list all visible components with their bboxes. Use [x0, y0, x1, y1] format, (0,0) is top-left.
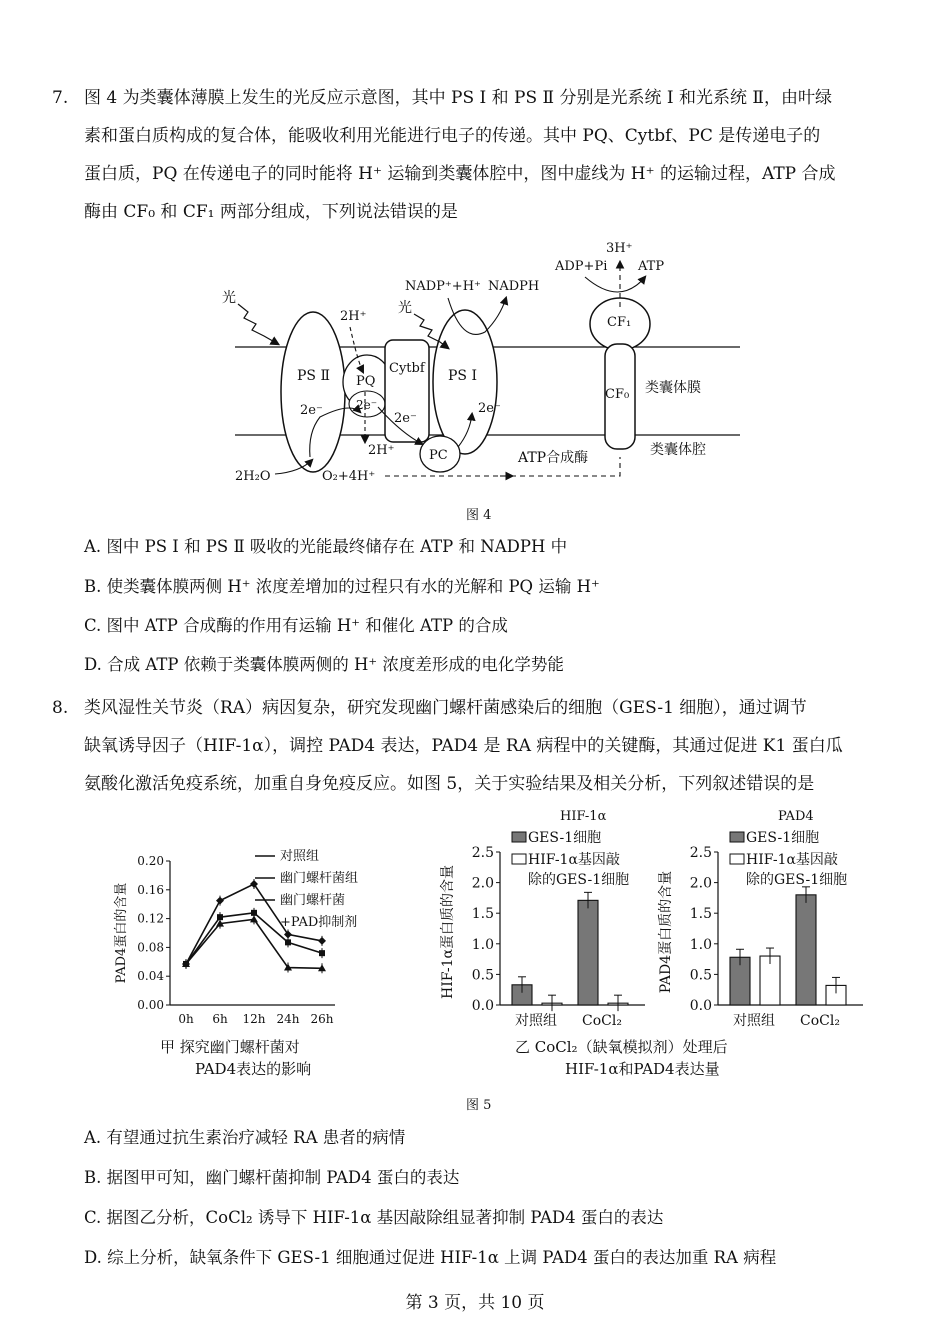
q7-option-a: A. 图中 PS Ⅰ 和 PS Ⅱ 吸收的光能最终储存在 ATP 和 NADPH 中	[84, 537, 568, 556]
line-chart-x-tick-label: 6h	[212, 1012, 228, 1026]
bar-chart-title: HIF-1α	[560, 809, 607, 824]
bar-chart-caption-1: 乙 CoCl₂（缺氧模拟剂）处理后	[515, 1038, 728, 1056]
line-point	[250, 915, 258, 922]
lumen-label: 类囊体腔	[650, 442, 706, 458]
oxygen-label: O₂+4H⁺	[322, 469, 376, 484]
light-label-2: 光	[398, 300, 412, 316]
q8-option-b: B. 据图甲可知，幽门螺杆菌抑制 PAD4 蛋白的表达	[84, 1168, 460, 1187]
atp-label: ATP	[638, 259, 665, 274]
nadp-label: NADP⁺+H⁺	[405, 279, 481, 294]
q8-option-c: C. 据图乙分析，CoCl₂ 诱导下 HIF-1α 基因敲除组显著抑制 PAD4 蛋白的表达	[84, 1208, 664, 1227]
line-chart-x-tick-label: 12h	[242, 1012, 266, 1026]
e-label-3: 2e⁻	[394, 411, 417, 426]
bar-chart-title: PAD4	[778, 809, 814, 824]
bar-legend-item: HIF-1α基因敲	[746, 852, 838, 868]
h-bottom-label: 2H⁺	[368, 443, 395, 458]
q7-number: 7.	[52, 88, 69, 108]
line-chart-y-tick-label: 0.00	[137, 998, 164, 1012]
line-chart-title: 甲 探究幽门螺杆菌对	[160, 1038, 300, 1056]
bar-chart-y-tick-label: 1.0	[471, 936, 494, 953]
figure-5-charts	[95, 802, 885, 1092]
line-legend-item: 对照组	[280, 849, 320, 864]
water-label: 2H₂O	[235, 469, 271, 484]
line-point	[216, 897, 224, 905]
line-chart-y-tick-label: 0.20	[137, 854, 164, 868]
bar-legend-item: GES-1细胞	[746, 830, 820, 846]
cf1-label: CF₁	[607, 315, 632, 330]
cytbf-label: Cytbf	[389, 361, 425, 376]
line-chart-x-tick-label: 26h	[310, 1012, 334, 1026]
nadph-label: NADPH	[488, 279, 540, 294]
line-chart-y-tick-label: 0.16	[137, 882, 164, 897]
line-chart-title-2: PAD4表达的影响	[195, 1060, 312, 1078]
bar-chart-y-label: HIF-1α蛋白质的含量	[440, 865, 456, 999]
ps1-label: PS Ⅰ	[448, 368, 477, 384]
pc-label: PC	[429, 448, 448, 463]
bar-chart-y-tick-label: 0.5	[471, 967, 494, 984]
h3-label: 3H⁺	[606, 241, 633, 256]
bar-legend-item: GES-1细胞	[528, 830, 602, 846]
q8-option-d: D. 综上分析，缺氧条件下 GES-1 细胞通过促进 HIF-1α 上调 PAD4 蛋白的表达加重 RA 病程	[84, 1248, 777, 1267]
e-label-2: 2e⁻	[356, 398, 378, 412]
e-label-4: 2e⁻	[478, 401, 501, 416]
bar-chart-x-tick-label: CoCl₂	[582, 1013, 622, 1029]
bar-legend-item: 除的GES-1细胞	[746, 872, 848, 888]
q8-stem-line-2: 缺氧诱导因子（HIF-1α），调控 PAD4 表达，PAD4 是 RA 病程中的关键酶，其通过促进 K1 蛋白瓜	[84, 736, 843, 756]
bar-chart-y-tick-label: 2.5	[471, 845, 494, 861]
bar-chart-y-tick-label: 1.5	[471, 906, 494, 923]
bar-legend-swatch	[512, 854, 526, 864]
bar-chart-y-tick-label: 2.0	[689, 875, 712, 892]
synthase-label: ATP合成酶	[518, 450, 589, 466]
ps2-label: PS Ⅱ	[297, 368, 330, 384]
bar-chart-x-tick-label: 对照组	[733, 1013, 775, 1029]
bar-chart-caption-2: HIF-1α和PAD4表达量	[565, 1060, 720, 1078]
line-point	[319, 950, 325, 956]
adp-label: ADP+Pi	[555, 259, 608, 274]
q7-stem-line-1: 图 4 为类囊体薄膜上发生的光反应示意图，其中 PS Ⅰ 和 PS Ⅱ 分别是光系统 Ⅰ 和光系统 Ⅱ，由叶绿	[84, 88, 832, 108]
membrane-label: 类囊体膜	[645, 380, 701, 396]
bar	[796, 895, 816, 1005]
q8-option-a: A. 有望通过抗生素治疗减轻 RA 患者的病情	[84, 1128, 406, 1147]
bar-chart-y-tick-label: 1.0	[689, 936, 712, 953]
h-top-label: 2H⁺	[340, 309, 367, 324]
line-chart-y-tick-label: 0.08	[137, 940, 164, 955]
page-footer: 第 3 页，共 10 页	[405, 1293, 545, 1313]
q7-stem-line-4: 酶由 CF₀ 和 CF₁ 两部分组成，下列说法错误的是	[84, 202, 458, 222]
line-chart-y-tick-label: 0.04	[137, 969, 164, 984]
figure-4-diagram	[200, 232, 760, 502]
e-label-1: 2e⁻	[300, 403, 323, 418]
line-chart-x-tick-label: 24h	[276, 1012, 300, 1026]
q8-stem-line-1: 类风湿性关节炎（RA）病因复杂，研究发现幽门螺杆菌感染后的细胞（GES-1 细胞），通过调节	[84, 698, 807, 718]
q7-stem-line-2: 素和蛋白质构成的复合体，能吸收利用光能进行电子的传递。其中 PQ、Cytbf、PC 是传递电子的	[84, 126, 821, 146]
bar-chart-y-tick-label: 0.0	[471, 998, 494, 1014]
bar-chart-y-tick-label: 0.5	[689, 967, 712, 984]
pq-label: PQ	[356, 374, 376, 389]
cf0-label: CF₀	[605, 387, 630, 402]
bar-legend-swatch	[512, 832, 526, 842]
figure-5-caption: 图 5	[466, 1098, 492, 1113]
bar-chart-y-tick-label: 2.0	[471, 875, 494, 892]
q7-option-b: B. 使类囊体膜两侧 H⁺ 浓度差增加的过程只有水的光解和 PQ 运输 H⁺	[84, 577, 600, 596]
line-legend-item: +PAD抑制剂	[280, 915, 358, 930]
bar-legend-swatch	[730, 854, 744, 864]
line-legend-item: 幽门螺杆菌组	[280, 871, 359, 886]
bar-legend-item: 除的GES-1细胞	[528, 872, 630, 888]
bar-chart-y-label: PAD4蛋白质的含量	[658, 870, 674, 994]
bar-chart-x-tick-label: CoCl₂	[800, 1013, 840, 1029]
bar	[578, 900, 598, 1005]
line-chart-y-tick-label: 0.12	[137, 911, 164, 926]
line-legend-item: 幽门螺杆菌	[280, 893, 346, 908]
bar-legend-item: HIF-1α基因敲	[528, 852, 620, 868]
bar-chart-y-tick-label: 2.5	[689, 845, 712, 861]
q7-option-d: D. 合成 ATP 依赖于类囊体膜两侧的 H⁺ 浓度差形成的电化学势能	[84, 655, 564, 674]
bar-chart-x-tick-label: 对照组	[515, 1013, 557, 1029]
light-label-1: 光	[222, 290, 236, 306]
q7-option-c: C. 图中 ATP 合成酶的作用有运输 H⁺ 和催化 ATP 的合成	[84, 616, 508, 635]
line-chart-x-tick-label: 0h	[178, 1012, 194, 1026]
q7-stem-line-3: 蛋白质，PQ 在传递电子的同时能将 H⁺ 运输到类囊体腔中，图中虚线为 H⁺ 的运输过程，ATP 合成	[84, 164, 836, 184]
bar-chart-y-tick-label: 1.5	[689, 906, 712, 923]
line-point	[285, 939, 291, 945]
q8-number: 8.	[52, 698, 69, 718]
figure-4-caption: 图 4	[466, 508, 492, 523]
line-chart-y-label: PAD4蛋白的含量	[114, 882, 129, 984]
bar-legend-swatch	[730, 832, 744, 842]
q8-stem-line-3: 氨酸化激活免疫系统，加重自身免疫反应。如图 5，关于实验结果及相关分析，下列叙述错误的是	[84, 774, 815, 794]
line-point	[318, 937, 326, 945]
bar-chart-y-tick-label: 0.0	[689, 998, 712, 1014]
